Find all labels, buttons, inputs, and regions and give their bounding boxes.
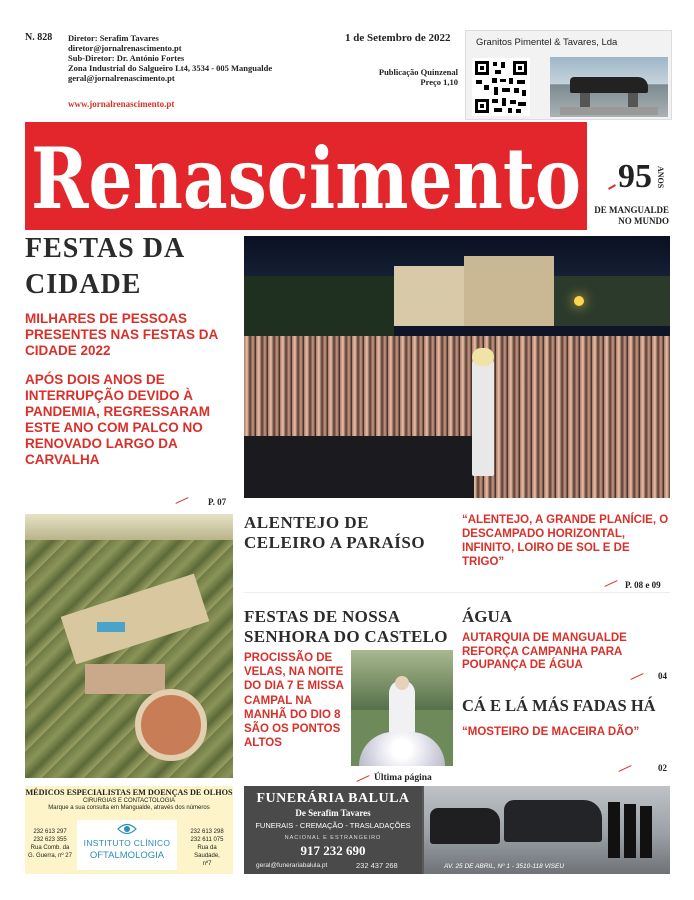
lead-page-ref[interactable]: P. 07 — [208, 497, 227, 507]
anniversary-label: ANOS — [656, 166, 665, 189]
our-lady-statue-photo[interactable] — [351, 650, 453, 766]
alentejo-aerial-photo[interactable] — [25, 514, 233, 778]
lead-headline-1[interactable]: FESTAS DA — [25, 233, 186, 264]
publication-frequency: Publicação Quinzenal — [378, 67, 458, 77]
funeral-home-phone[interactable]: 917 232 690 — [300, 843, 366, 858]
festival-crowd-photo[interactable] — [244, 236, 670, 498]
right-contact — [181, 828, 233, 868]
tagline-accent — [608, 184, 616, 190]
granite-monument-photo — [550, 57, 668, 117]
clinic-logo-line-2: OFTALMOLOGIA — [89, 850, 165, 861]
left-contact — [27, 828, 73, 860]
funeral-home-address: AV. 25 DE ABRIL, Nº 1 - 3510-118 VISEU — [444, 863, 565, 870]
ophthalmology-ad-note: Marque a sua consulta em Mangualde, através dos números — [48, 805, 210, 811]
left-address-2: G. Guerra, nº 27 — [28, 853, 72, 859]
alentejo-quote: “ALENTEJO, A GRANDE PLANÍCIE, O DESCAMPADO HORIZONTAL, INFINITO, LOIRO DE SOL E DE TRIGO” — [462, 514, 669, 568]
funeral-home-scope: NACIONAL E ESTRANGEIRO — [284, 835, 382, 841]
alentejo-accent-mark — [604, 580, 617, 587]
funeral-home-ad-text — [244, 786, 422, 874]
fadas-accent-mark — [618, 765, 631, 772]
granitos-ad-title: Granitos Pimentel & Tavares, Lda — [476, 37, 618, 48]
alentejo-headline[interactable]: ALENTEJO DE CELEIRO A PARAÍSO — [244, 513, 426, 552]
funeral-home-title: FUNERÁRIA BALULA — [256, 791, 410, 806]
qr-code-icon[interactable] — [472, 58, 530, 116]
left-address-1: Rua Comb. da — [30, 845, 70, 851]
funeral-home-phone-2[interactable]: 232 437 268 — [356, 861, 398, 870]
fadas-headline[interactable]: CÁ E LÁ MÁS FADAS HÁ — [462, 696, 656, 715]
eye-icon — [117, 822, 137, 836]
castelo-accent-mark — [356, 775, 369, 782]
funeral-home-services: FUNERAIS - CREMAÇÃO - TRASLADAÇÕES — [255, 821, 411, 830]
section-divider — [244, 592, 670, 593]
granitos-ad[interactable] — [465, 30, 672, 120]
funeral-home-owner: De Serafim Tavares — [295, 808, 371, 818]
issue-number: N. 828 — [25, 32, 53, 43]
address-line: Zona Industrial do Salgueiro Lt4, 3534 - 005 Mangualde — [68, 63, 273, 73]
tagline-2: NO MUNDO — [618, 216, 669, 226]
masthead-logo — [25, 122, 587, 230]
subdirector-line: Sub-Diretor: Dr. António Fortes — [68, 53, 185, 63]
director-email[interactable]: diretor@jornalrenascimento.pt — [68, 43, 182, 53]
lead-summary: APÓS DOIS ANOS DE INTERRUPÇÃO DEVIDO À PANDEMIA, REGRESSARAM ESTE ANO COM PALCO NO RENOVADO LARGO DA CARVALHA — [25, 372, 211, 467]
director-line: Diretor: Serafim Tavares — [68, 33, 159, 43]
left-phone-2[interactable]: 232 623 355 — [33, 837, 67, 843]
alentejo-page-ref[interactable]: P. 08 e 09 — [625, 580, 661, 590]
website-link[interactable]: www.jornalrenascimento.pt — [68, 99, 175, 109]
masthead-title: Renascimento — [31, 129, 581, 228]
right-phone-2[interactable]: 232 611 075 — [190, 837, 224, 843]
ophthalmology-ad-title: MÉDICOS ESPECIALISTAS EM DOENÇAS DE OLHOS — [25, 788, 233, 797]
hearse-photo — [424, 786, 670, 874]
funeral-home-ad[interactable] — [244, 786, 670, 874]
left-phone-1[interactable]: 232 613 297 — [33, 829, 67, 835]
agua-accent-mark — [630, 673, 643, 680]
issue-price: Preço 1,10 — [420, 77, 458, 87]
agua-page-ref[interactable]: 04 — [658, 671, 667, 681]
lead-headline-2[interactable]: CIDADE — [25, 269, 142, 300]
lead-subheading: MILHARES DE PESSOAS PRESENTES NAS FESTAS DA CIDADE 2022 — [25, 311, 218, 358]
general-email[interactable]: geral@jornalrenascimento.pt — [68, 73, 175, 83]
fadas-page-ref[interactable]: 02 — [658, 763, 667, 773]
clinic-logo-line-1: INSTITUTO CLÍNICO — [83, 838, 171, 848]
ophthalmology-ad[interactable] — [25, 786, 233, 874]
masthead-banner — [25, 122, 587, 230]
funeral-home-email[interactable]: geral@funerariabalula.pt — [256, 862, 328, 869]
castelo-headline[interactable]: FESTAS DE NOSSA SENHORA DO CASTELO — [244, 607, 448, 646]
right-address-1: Rua da — [197, 845, 217, 851]
castelo-page-ref[interactable]: Última página — [374, 773, 432, 783]
right-phone-1[interactable]: 232 613 298 — [190, 829, 224, 835]
anniversary-number: 95 — [618, 158, 652, 195]
lead-accent-mark — [175, 497, 188, 504]
right-address-3: nº7 — [202, 861, 212, 867]
agua-summary: AUTARQUIA DE MANGUALDE REFORÇA CAMPANHA PARA POUPANÇA DE ÁGUA — [462, 632, 627, 671]
fadas-summary: “MOSTEIRO DE MACEIRA DÃO” — [462, 726, 640, 738]
tagline-1: DE MANGUALDE — [594, 205, 669, 215]
ophthalmology-ad-subtitle: CIRURGIAS E CONTACTOLOGIA — [82, 798, 176, 804]
issue-date: 1 de Setembro de 2022 — [345, 32, 451, 44]
clinic-logo — [77, 820, 177, 870]
right-address-2: Saudade, — [194, 853, 220, 859]
agua-headline[interactable]: ÁGUA — [462, 607, 513, 626]
castelo-summary: PROCISSÃO DE VELAS, NA NOITE DO DIA 7 E MISSA CAMPAL NA MANHÃ DO DIO 8 SÃO OS PONTOS ALTOS — [244, 652, 344, 750]
